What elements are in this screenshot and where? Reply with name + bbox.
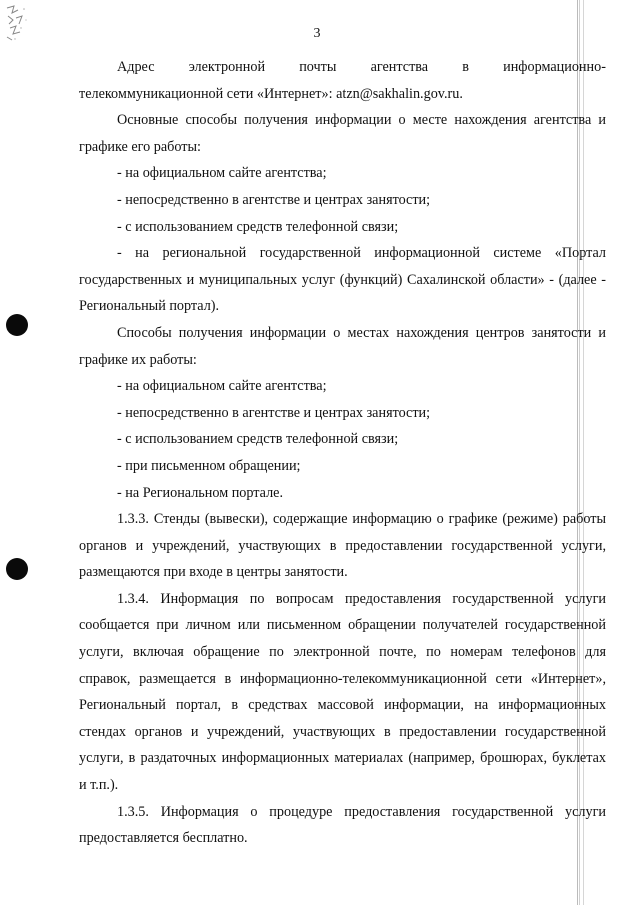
punch-hole-bottom bbox=[6, 558, 28, 580]
centers-info-paragraph: Способы получения информации о местах нахождения центров занятости и графике их работы: bbox=[79, 324, 606, 368]
agency-info-paragraph: Основные способы получения информации о месте нахождения агентства и графике его работы: bbox=[79, 112, 606, 155]
clause-1-3-3: 1.3.3. Стенды (вывески), содержащие информацию о графике (режиме) работы органов и учреждений, участвующих в предоставлении государственной услуги, размещаются при входе в центры занятости. bbox=[79, 511, 606, 581]
clause-1-3-4: 1.3.4. Информация по вопросам предоставления государственной услуги сообщается при личном или письменном обращении получателей государственной услуги, включая обращение по электронной почте, по номерам телефонов для справок, размещается в информационно-телекоммуникационной сети «Интернет», Региональный портал, в средствах массовой информации, на информационных стендах органов и учреждений, участвующих в предоставлении государственной услуги, в раздаточных информационных материалах (например, брошюрах, буклетах и т.п.). bbox=[79, 590, 606, 794]
centers-list-item: - на Региональном портале. bbox=[117, 484, 284, 501]
agency-list-item: - на официальном сайте агентства; bbox=[117, 165, 327, 182]
centers-list-item: - при письменном обращении; bbox=[117, 457, 301, 474]
page-number: 3 bbox=[313, 26, 321, 41]
punch-hole-top bbox=[6, 314, 28, 336]
agency-list-item: - непосредственно в агентстве и центрах занятости; bbox=[117, 191, 431, 208]
centers-list-item: - с использованием средств телефонной связи; bbox=[117, 431, 399, 448]
agency-list-item: - с использованием средств телефонной связи; bbox=[117, 218, 399, 235]
centers-list-item: - на официальном сайте агентства; bbox=[117, 378, 327, 395]
email-address-paragraph bbox=[79, 54, 606, 107]
email-word: Адрес bbox=[117, 59, 155, 75]
document-body bbox=[79, 54, 606, 852]
email-word: в bbox=[462, 59, 469, 75]
email-word: почты bbox=[299, 59, 337, 75]
agency-list-item: - на региональной государственной информационной системе «Портал государственных и муниципальных услуг (функций) Сахалинской области» - (далее - Региональный портал). bbox=[79, 245, 606, 315]
email-word: агентства bbox=[370, 59, 429, 75]
email-address-continuation: телекоммуникационной сети «Интернет»: atzn@sakhalin.gov.ru. bbox=[79, 85, 463, 102]
clause-1-3-5: 1.3.5. Информация о процедуре предоставления государственной услуги предоставляется бесплатно. bbox=[79, 803, 606, 847]
email-word: информационно- bbox=[503, 59, 606, 75]
email-address-first-line bbox=[79, 54, 606, 81]
email-word: электронной bbox=[188, 59, 266, 75]
centers-list-item: - непосредственно в агентстве и центрах занятости; bbox=[117, 404, 431, 421]
